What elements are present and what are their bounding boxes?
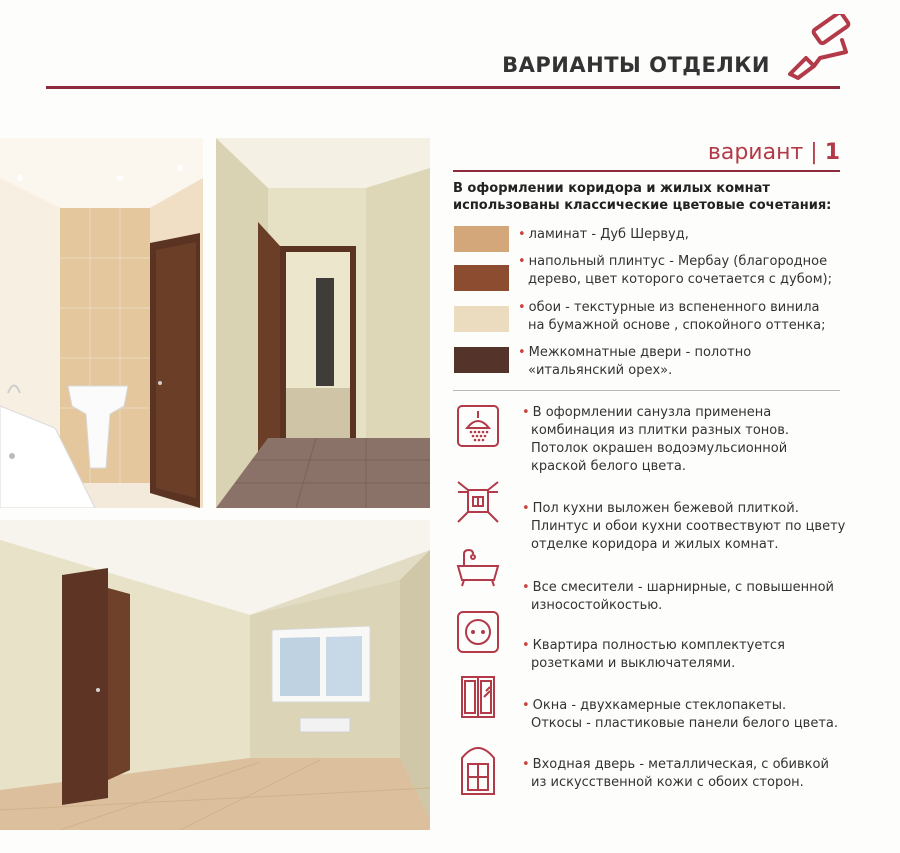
feature-line: В оформлении санузла применена (532, 405, 772, 420)
feature-line: краской белого цвета. (531, 459, 686, 474)
socket-icon (456, 610, 500, 654)
laminate-swatch (454, 226, 509, 252)
window-icon (456, 675, 500, 719)
shower-icon (456, 404, 500, 448)
kitchen-floor-icon (456, 480, 500, 524)
feature-line: из искусственной кожи с обоих сторон. (531, 775, 804, 790)
skirting-text: • напольный плинтус - Мербау (благородное дерево, цвет которого сочетается с дубом); (518, 253, 848, 289)
wallpaper-line: на бумажной основе , спокойного оттенка; (528, 318, 826, 333)
feature-sockets-text: • Квартира полностью комплектуется розетками и выключателями. (522, 637, 852, 673)
feature-faucets-text: • Все смесители - шарнирные, с повышенной износостойкостью. (522, 579, 852, 615)
door-line: «итальянский орех». (528, 363, 673, 378)
wallpaper-text: • обои - текстурные из вспененного винила на бумажной основе , спокойного оттенка; (518, 299, 848, 335)
door-swatch (454, 347, 509, 373)
header-divider (46, 86, 840, 89)
laminate-line: ламинат - Дуб Шервуд, (528, 227, 689, 242)
section-divider (453, 390, 840, 391)
door-text: • Межкомнатные двери - полотно «итальянский орех». (518, 344, 848, 380)
feature-line: износостойкостью. (531, 598, 663, 613)
feature-line: Потолок окрашен водоэмульсионной (531, 441, 788, 456)
variant-number: 1 (824, 140, 840, 165)
feature-line: Все смесители - шарнирные, с повышенной (532, 580, 834, 595)
feature-line: розетками и выключателями. (531, 656, 736, 671)
feature-line: Плинтус и обои кухни соотвествуют по цвету (531, 519, 846, 534)
entrance-door-icon (456, 740, 500, 796)
variant-word: вариант (707, 140, 804, 165)
feature-windows-text: • Окна - двухкамерные стеклопакеты. Откосы - пластиковые панели белого цвета. (522, 697, 852, 733)
page-title: ВАРИАНТЫ ОТДЕЛКИ (502, 53, 770, 77)
wallpaper-line: обои - текстурные из вспененного винила (528, 300, 820, 315)
feature-line: отделке коридора и жилых комнат. (531, 537, 779, 552)
bathtub-icon (456, 546, 500, 590)
door-line: Межкомнатные двери - полотно (528, 345, 752, 360)
corridor-photo (216, 138, 430, 508)
feature-bathroom-text: • В оформлении санузла применена комбинация из плитки разных тонов. Потолок окрашен водоэмульсионной краской белого цвета. (522, 404, 852, 476)
feature-line: Квартира полностью комплектуется (532, 638, 785, 653)
paint-roller-icon (784, 14, 854, 82)
feature-line: комбинация из плитки разных тонов. (531, 423, 790, 438)
feature-kitchen-text: • Пол кухни выложен бежевой плиткой. Плинтус и обои кухни соотвествуют по цвету отделке коридора и жилых комнат. (522, 500, 852, 554)
feature-line: Окна - двухкамерные стеклопакеты. (532, 698, 787, 713)
feature-line: Пол кухни выложен бежевой плиткой. (532, 501, 799, 516)
skirting-swatch (454, 265, 509, 291)
laminate-text: • ламинат - Дуб Шервуд, (518, 227, 689, 242)
intro-text (453, 180, 843, 214)
variant-separator: | (810, 140, 818, 165)
feature-line: Входная дверь - металлическая, с обивкой (532, 757, 829, 772)
wallpaper-swatch (454, 306, 509, 332)
feature-entrance-text: • Входная дверь - металлическая, с обивкой из искусственной кожи с обоих сторон. (522, 756, 852, 792)
feature-line: Откосы - пластиковые панели белого цвета. (531, 716, 839, 731)
skirting-line: дерево, цвет которого сочетается с дубом); (528, 272, 832, 287)
variant-label (600, 140, 840, 165)
room-photo (0, 520, 430, 830)
intro-line: В оформлении коридора и жилых комнат (453, 181, 770, 196)
intro-line: использованы классические цветовые сочетания: (453, 198, 832, 213)
skirting-line: напольный плинтус - Мербау (благородное (528, 254, 828, 269)
variant-divider (453, 170, 840, 172)
bathroom-photo (0, 138, 203, 508)
